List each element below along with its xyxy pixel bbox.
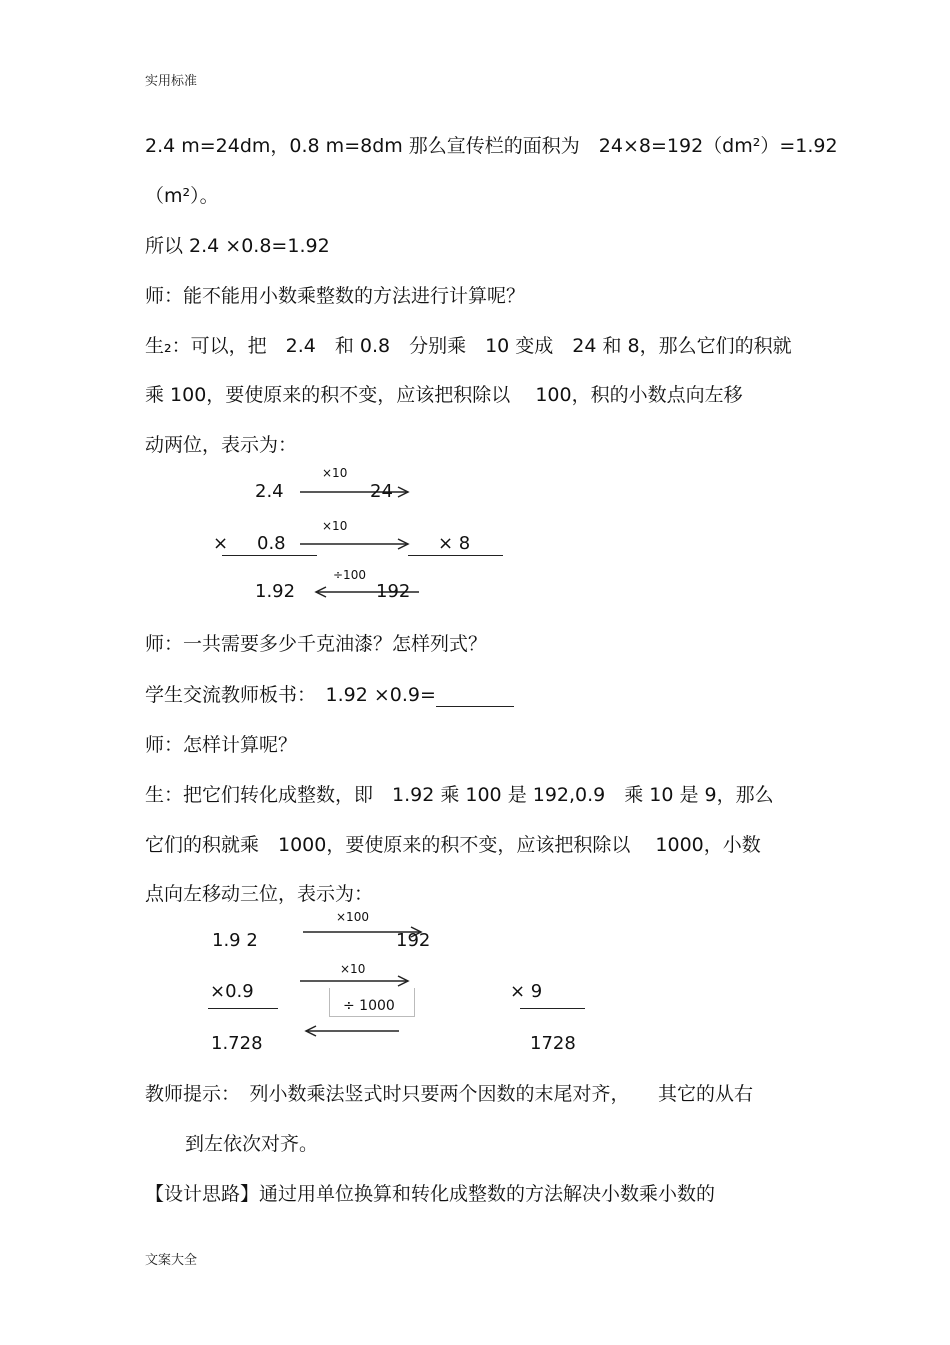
paragraph-line: 【设计思路】通过用单位换算和转化成整数的方法解决小数乘小数的: [145, 1183, 716, 1205]
underline: [408, 555, 503, 556]
arrow-left-icon: [303, 1025, 401, 1035]
answer-blank: [436, 688, 514, 707]
product: 1.92: [255, 581, 296, 602]
underline: [222, 555, 317, 556]
paragraph-line: 所以 2.4 ×0.8=1.92: [145, 235, 330, 257]
factor-b-integer: × 9: [510, 981, 543, 1002]
factor-a: 2.4: [255, 481, 284, 502]
product: 1.728: [211, 1033, 263, 1054]
arrow-right-icon: [300, 486, 412, 496]
paragraph-line: 教师提示： 列小数乘法竖式时只要两个因数的末尾对齐， 其它的从右: [145, 1083, 754, 1105]
underline: [208, 1008, 278, 1009]
factor-b: ×0.9: [210, 981, 254, 1002]
product-integer: 192: [376, 581, 411, 602]
operation-label: ×10: [340, 962, 366, 976]
paragraph-line: 师：一共需要多少千克油漆？怎样列式？: [145, 633, 488, 655]
operation-label: ×10: [322, 519, 348, 533]
factor-a-integer: 192: [396, 930, 431, 951]
paragraph-line: 乘 100，要使原来的积不变，应该把积除以 100，积的小数点向左移: [145, 384, 743, 406]
paragraph-line: 师：能不能用小数乘整数的方法进行计算呢？: [145, 285, 526, 307]
factor-a: 1.9 2: [212, 930, 258, 951]
paragraph-line: 生₂：可以，把 2.4 和 0.8 分别乘 10 变成 24 和 8，那么它们的积就: [145, 335, 792, 357]
operation-label: ÷100: [333, 568, 366, 582]
operation-label: ×10: [322, 466, 348, 480]
paragraph-line: 它们的积就乘 1000，要使原来的积不变，应该把积除以 1000，小数: [145, 834, 761, 856]
factor-b: 0.8: [257, 533, 286, 554]
page-footer: 文案大全: [145, 1253, 198, 1268]
page-header: 实用标准: [145, 74, 198, 89]
product-integer: 1728: [530, 1033, 576, 1054]
paragraph-line: 动两位，表示为：: [145, 434, 298, 456]
arrow-right-icon: [300, 975, 412, 985]
factor-a-integer: 24: [370, 481, 393, 502]
factor-b-integer: × 8: [438, 533, 471, 554]
underline: [520, 1008, 585, 1009]
paragraph-line: [145, 680, 514, 707]
multiply-sign: ×: [213, 533, 229, 554]
paragraph-line: 2.4 m=24dm，0.8 m=8dm 那么宣传栏的面积为 24×8=192（dm²）=1.92: [145, 135, 838, 157]
operation-label: ×100: [336, 910, 369, 924]
operation-label: ÷ 1000: [343, 998, 395, 1014]
paragraph-line: 生：把它们转化成整数，即 1.92 乘 100 是 192,0.9 乘 10 是 9，那么: [145, 784, 774, 806]
paragraph-line: 点向左移动三位，表示为：: [145, 883, 374, 905]
paragraph-line: （m²）。: [145, 185, 219, 207]
paragraph-line: 到左依次对齐。: [185, 1133, 319, 1155]
board-text: 学生交流教师板书： 1.92 ×0.9=: [145, 684, 436, 706]
paragraph-line: 师：怎样计算呢？: [145, 734, 298, 756]
arrow-right-icon: [300, 538, 412, 548]
